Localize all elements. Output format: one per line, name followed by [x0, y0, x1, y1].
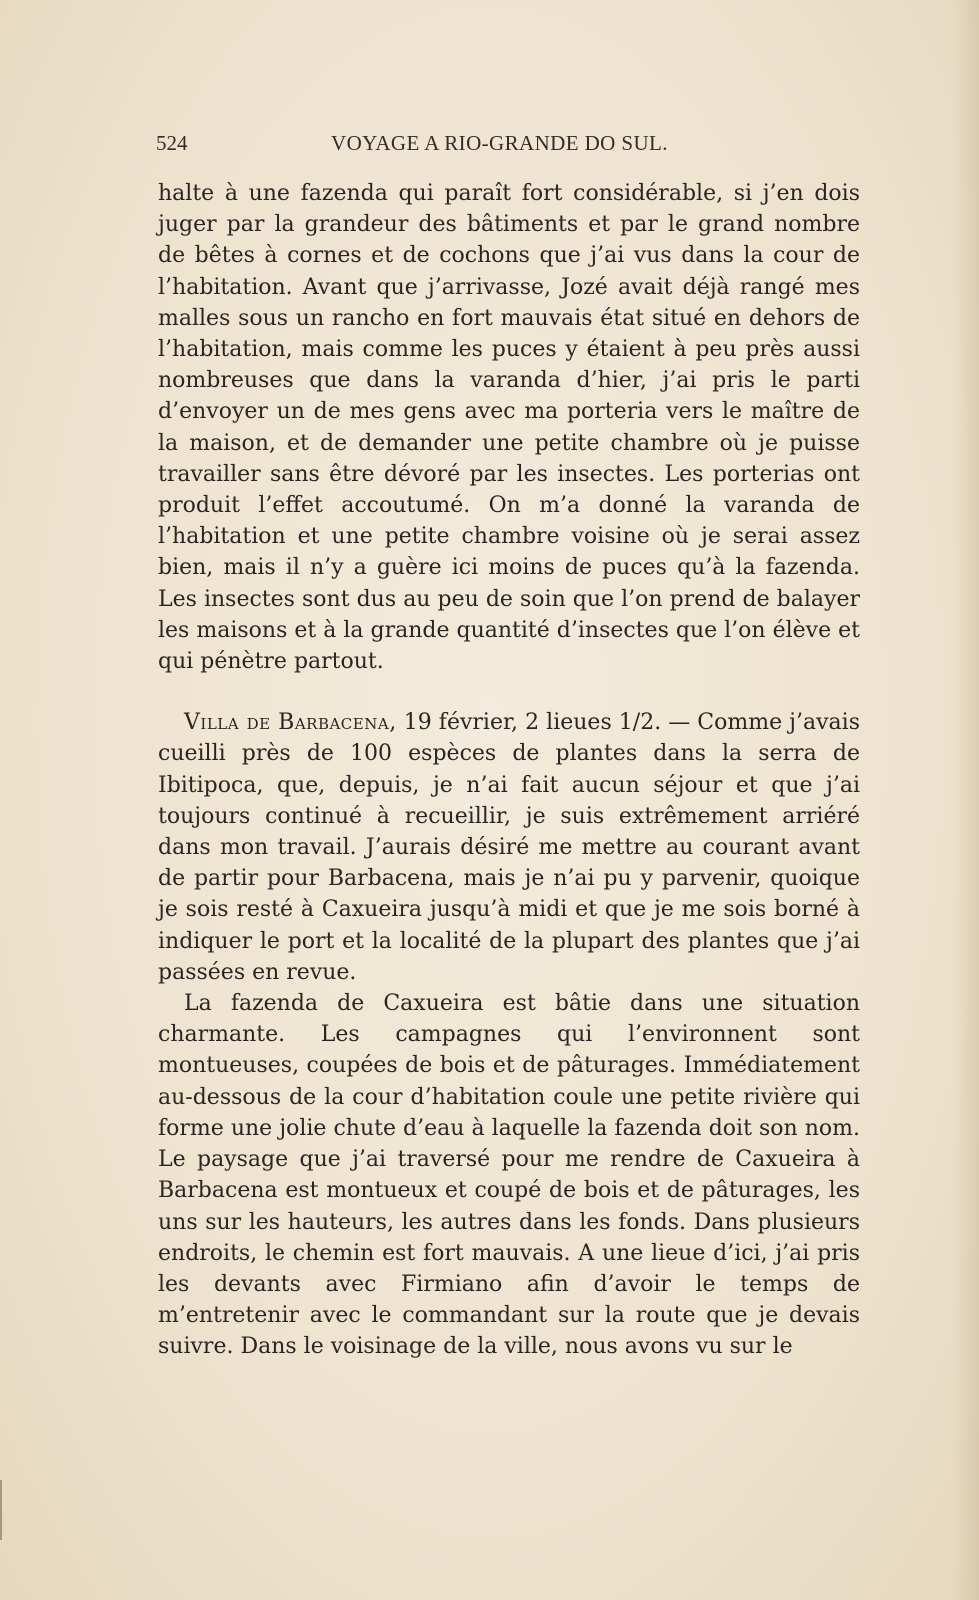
binding-mark — [0, 1480, 2, 1540]
diary-entry-paragraph — [158, 707, 860, 988]
page-header — [156, 131, 860, 159]
paragraph-continuation: halte à une fazenda qui paraît fort considérable, si j’en dois juger par la grandeur des bâtiments et par le grand nombre de bêtes à cornes et de cochons que j’ai vus dans la cour de l’habitation. Avant que j’arrivasse, Jozé avait déjà rangé mes malles sous un rancho en fort mauvais état situé en dehors de l’habitation, mais comme les puces y étaient à peu près aussi nombreuses que dans la varanda d’hier, j’ai pris le parti d’envoyer un de mes gens avec ma porteria vers le maître de la maison, et de demander une petite chambre où je puisse travailler sans être dévoré par les insectes. Les porterias ont produit l’effet accoutumé. On m’a donné la varanda de l’habitation et une petite chambre voisine où je serai assez bien, mais il n’y a guère ici moins de puces qu’à la fazenda. Les insectes sont dus au peu de soin que l’on prend de balayer les maisons et à la grande quantité d’insectes que l’on élève et qui pénètre partout. — [158, 181, 860, 675]
entry-text: 19 février, 2 lieues 1/2. — Comme j’avais cueilli près de 100 espèces de plantes dans la serra de Ibitipoca, que, depuis, je n’ai fait aucun séjour et que j’ai toujours continué à recueillir, je suis extrêmement arriéré dans mon travail. J’aurais désiré me mettre au courant avant de partir pour Barbacena, mais je n’ai pu y parvenir, quoique je sois resté à Caxueira jusqu’à midi et que je me sois borné à indiquer le port et la localité de la plupart des plantes que j’ai passées en revue. — [158, 710, 860, 985]
paragraph-caxueira: La fazenda de Caxueira est bâtie dans une situation charmante. Les campagnes qui l’environnent sont montueuses, coupées de bois et de pâturages. Immédiatement au-dessous de la cour d’habitation coule une petite rivière qui forme une jolie chute d’eau à laquelle la fazenda doit son nom. Le paysage que j’ai traversé pour me rendre de Caxueira à Barbacena est montueux et coupé de bois et de pâturages, les uns sur les hauteurs, les autres dans les fonds. Dans plusieurs endroits, le chemin est fort mauvais. A une lieue d’ici, j’ai pris les devants avec Firmiano afin d’avoir le temps de m’entretenir avec le commandant sur la route que je devais suivre. Dans le voisinage de la ville, nous avons vu sur le — [158, 991, 860, 1360]
entry-place-heading: Villa de Barbacena, — [184, 710, 397, 736]
running-head: VOYAGE A RIO-GRANDE DO SUL. — [331, 131, 668, 155]
page-edge-shadow — [953, 0, 979, 1600]
text-body — [158, 178, 860, 1363]
page-number: 524 — [156, 131, 188, 155]
